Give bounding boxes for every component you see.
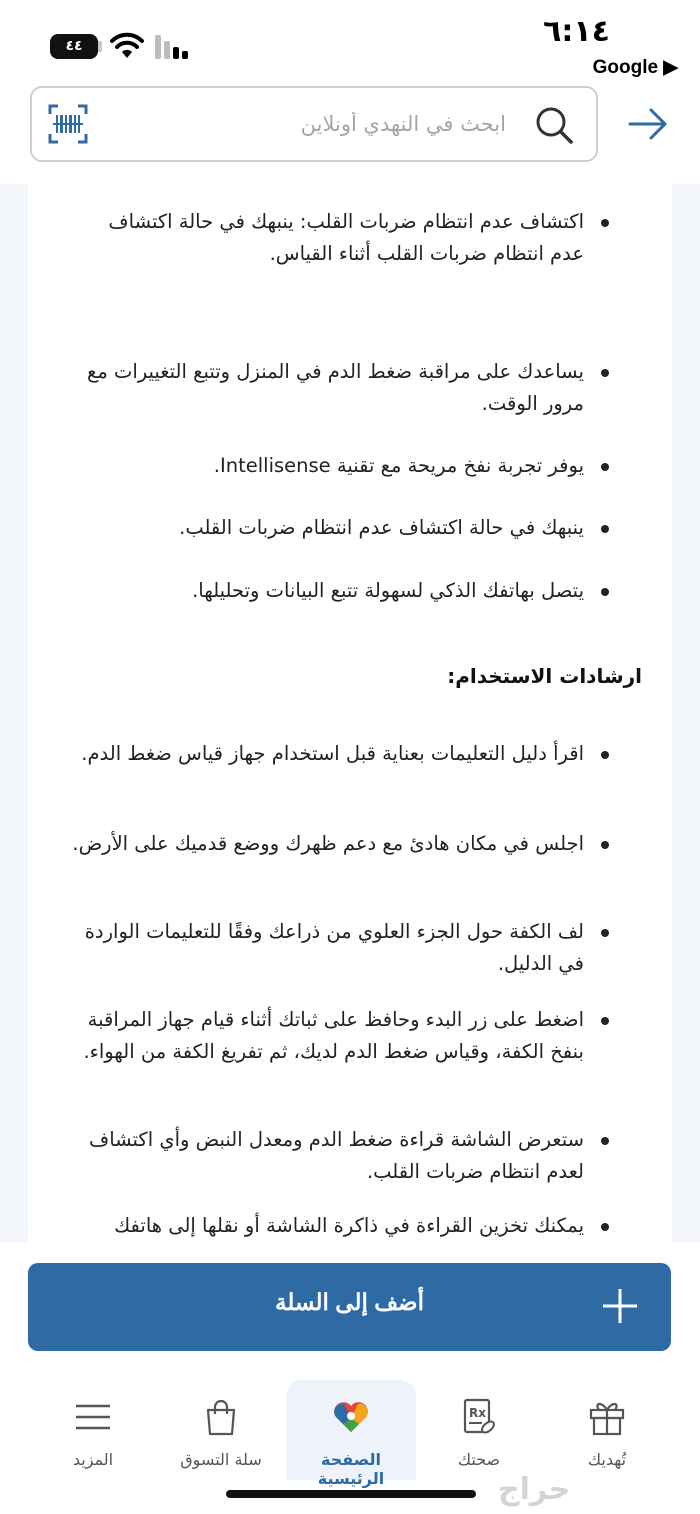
add-to-cart-button[interactable]: [28, 1263, 671, 1351]
bullet-item: اكتشاف عدم انتظام ضربات القلب: ينبهك في حالة اكتشاف عدم انتظام ضربات القلب أثناء القياس.: [72, 206, 642, 270]
barcode-scan-icon[interactable]: [48, 104, 88, 144]
nav-item-more[interactable]: [28, 1380, 158, 1480]
status-bar: [0, 0, 700, 82]
home-logo-icon: [332, 1398, 370, 1436]
gift-icon: [588, 1398, 626, 1436]
back-to-app-link[interactable]: Google ▶: [592, 57, 678, 78]
svg-text:Rx: Rx: [469, 1406, 486, 1420]
bullet-item: ستعرض الشاشة قراءة ضغط الدم ومعدل النبض وأي اكتشاف لعدم انتظام ضربات القلب.: [72, 1124, 642, 1188]
bullet-item: اقرأ دليل التعليمات بعناية قبل استخدام جهاز قياس ضغط الدم.: [72, 738, 642, 770]
bullet-item: يوفر تجربة نفخ مريحة مع تقنية Intellisense.: [72, 450, 642, 482]
search-box[interactable]: [30, 86, 598, 162]
search-icon[interactable]: [534, 105, 574, 145]
bullet-item: يمكنك تخزين القراءة في ذاكرة الشاشة أو نقلها إلى هاتفك: [42, 1210, 642, 1242]
bullet-item: ينبهك في حالة اكتشاف عدم انتظام ضربات القلب.: [72, 512, 642, 544]
add-to-cart-label: أضف إلى السلة: [275, 1289, 424, 1315]
bullet-item: يتصل بهاتفك الذكي لسهولة تتبع البيانات وتحليلها.: [72, 575, 642, 607]
search-input[interactable]: [126, 88, 506, 160]
nav-label: المزيد: [72, 1450, 114, 1469]
watermark-text: حراج: [498, 1472, 571, 1507]
nav-label: سلة التسوق: [180, 1450, 262, 1469]
bullet-item: اضغط على زر البدء وحافظ على ثباتك أثناء قيام جهاز المراقبة بنفخ الكفة، وقياس ضغط الدم لديك، ثم تفريغ الكفة من الهواء.: [72, 1004, 642, 1068]
battery-nub: [98, 41, 102, 52]
bullet-item: لف الكفة حول الجزء العلوي من ذراعك وفقًا للتعليمات الواردة في الدليل.: [72, 916, 642, 980]
bullet-item: يساعدك على مراقبة ضغط الدم في المنزل وتتبع التغييرات مع مرور الوقت.: [72, 356, 642, 420]
battery-icon: ٤٤: [50, 34, 98, 59]
forward-arrow-icon[interactable]: [628, 106, 668, 142]
nav-item-gifts[interactable]: [542, 1380, 672, 1480]
nav-item-health[interactable]: [414, 1380, 544, 1480]
nav-label: تُهديك: [587, 1450, 627, 1469]
home-indicator[interactable]: [226, 1490, 476, 1498]
product-description-card: [28, 184, 672, 1242]
wifi-icon: [110, 32, 144, 60]
cellular-signal-icon: [155, 33, 191, 59]
plus-icon: [601, 1287, 639, 1325]
nav-label: صحتك: [457, 1450, 501, 1469]
description-content: [42, 184, 642, 1242]
prescription-icon: [460, 1398, 498, 1436]
usage-heading: ارشادات الاستخدام:: [447, 664, 642, 688]
nav-label: الصفحة الرئيسية: [317, 1450, 385, 1488]
nav-item-home[interactable]: [286, 1380, 416, 1488]
shopping-bag-icon: [202, 1398, 240, 1436]
status-time: ٦:١٤: [543, 14, 610, 49]
menu-icon: [74, 1398, 112, 1436]
product-description-area: [0, 184, 700, 1242]
nav-item-cart[interactable]: [156, 1380, 286, 1480]
bullet-item: اجلس في مكان هادئ مع دعم ظهرك ووضع قدميك على الأرض.: [72, 828, 642, 860]
